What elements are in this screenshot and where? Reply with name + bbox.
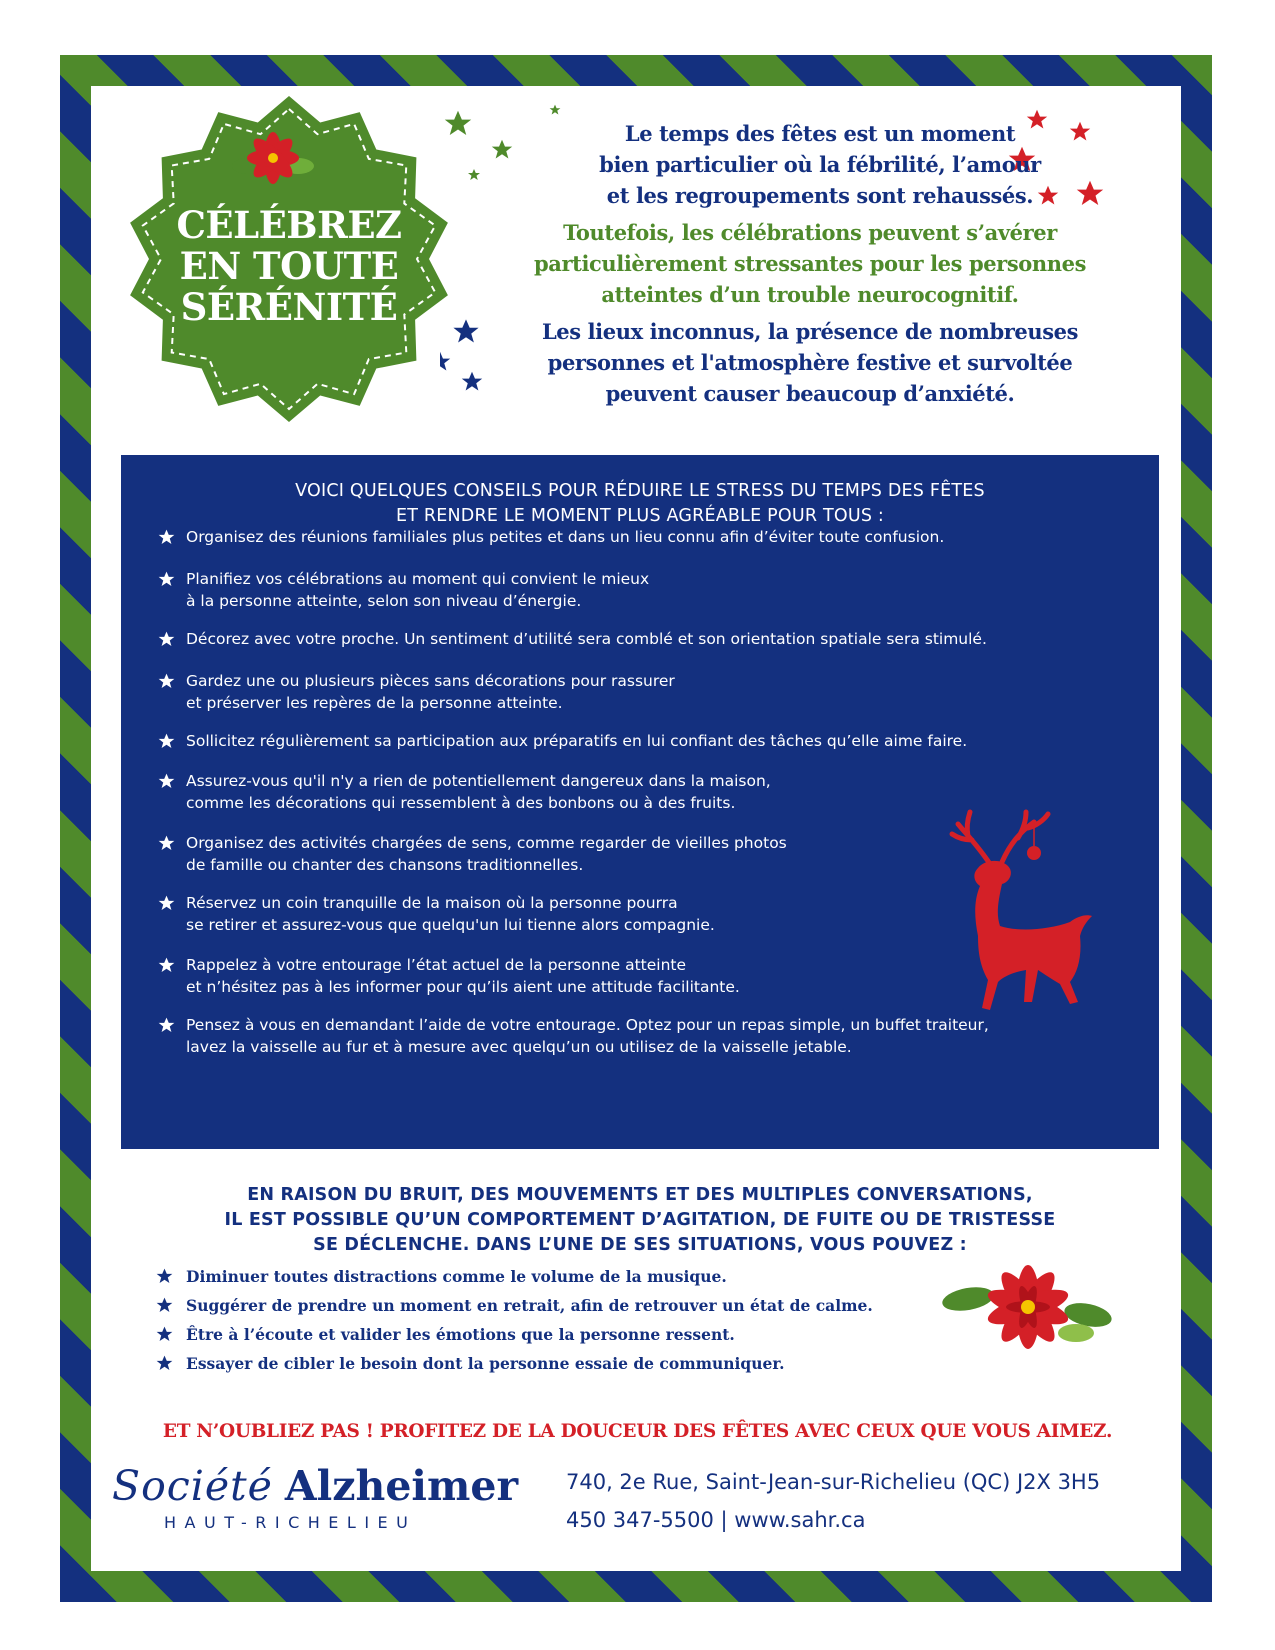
tips-heading: VOICI QUELQUES CONSEILS POUR RÉDUIRE LE STRESS DU TEMPS DES FÊTES ET RENDRE LE MOMENT PLUS AGRÉABLE POUR TOUS : (295, 481, 985, 526)
tip-text: Planifiez vos célébrations au moment qui convient le mieux à la personne atteinte, selon son niveau d’énergie. (186, 570, 650, 610)
intro-paragraph-2: Toutefois, les célébrations peuvent s’avérer particulièrement stressantes pour les personnes atteintes d’un trouble neurocognitif. (533, 220, 1086, 307)
poinsettia-icon (228, 122, 318, 194)
star-icon (158, 571, 175, 588)
badge-title: CÉLÉBREZ EN TOUTE SÉRÉNITÉ (176, 203, 402, 329)
star-icon (158, 957, 175, 974)
star-icon (468, 169, 480, 180)
tip-text: Organisez des activités chargées de sens, comme regarder de vieilles photos de famille ou chanter des chansons traditionnelles. (186, 834, 787, 874)
reindeer-icon (938, 806, 1103, 1016)
action-text: Être à l’écoute et valider les émotions que la personne ressent. (186, 1325, 735, 1344)
star-icon (158, 835, 175, 852)
logo-word-alzheimer: Alzheimer (284, 1462, 519, 1510)
star-icon (453, 319, 478, 342)
tip-text: Pensez à vous en demandant l’aide de votre entourage. Optez pour un repas simple, un buffet traiteur, lavez la vaisselle au fur et à mesure avec quelqu’un ou utilisez de la vaisselle jetable. (186, 1016, 989, 1056)
action-text: Diminuer toutes distractions comme le volume de la musique. (186, 1267, 727, 1286)
star-icon (440, 352, 450, 371)
tip-text: Assurez-vous qu'il n'y a rien de potentiellement dangereux dans la maison, comme les décorations qui ressemblent à des bonbons ou à des fruits. (186, 772, 771, 812)
intro-paragraph-1: Le temps des fêtes est un moment bien particulier où la fébrilité, l’amour et les regroupements sont rehaussés. (599, 121, 1041, 208)
star-icon (156, 1355, 173, 1372)
star-icon (156, 1297, 173, 1314)
poinsettia-icon (938, 1237, 1120, 1397)
action-text: Suggérer de prendre un moment en retrait, afin de retrouver un état de calme. (186, 1296, 873, 1315)
star-icon (156, 1268, 173, 1285)
star-icon (158, 1017, 175, 1034)
behaviour-heading: EN RAISON DU BRUIT, DES MOUVEMENTS ET DES MULTIPLES CONVERSATIONS, IL EST POSSIBLE QU’UN COMPORTEMENT D’AGITATION, DE FUITE OU DE TRISTESSE SE DÉCLENCHE. DANS L’UNE DE SES SITUATIONS, VOUS POUVEZ : (224, 1185, 1056, 1255)
tip-text: Réservez un coin tranquille de la maison où la personne pourra se retirer et assurez-vous que quelqu'un lui tienne alors compagnie. (186, 894, 715, 934)
tip-text: Sollicitez régulièrement sa participation aux préparatifs en lui confiant des tâches qu’elle aime faire. (186, 732, 968, 750)
tip-text: Organisez des réunions familiales plus petites et dans un lieu connu afin d’éviter toute confusion. (186, 528, 945, 546)
star-icon (492, 140, 512, 159)
logo-word-societe: Société (112, 1462, 273, 1510)
organization-logo (112, 1462, 518, 1510)
tip-text: Décorez avec votre proche. Un sentiment d’utilité sera comblé et son orientation spatiale sera stimulé. (186, 630, 987, 648)
intro-paragraph-3: Les lieux inconnus, la présence de nombreuses personnes et l'atmosphère festive et survoltée peuvent causer beaucoup d’anxiété. (541, 319, 1079, 406)
star-icon (445, 111, 471, 135)
star-icon (156, 1326, 173, 1343)
tip-text: Rappelez à votre entourage l’état actuel de la personne atteinte et n’hésitez pas à les informer pour qu’ils aient une attitude facilitante. (186, 956, 740, 996)
star-icon (158, 733, 175, 750)
star-icon (158, 673, 175, 690)
logo-subtitle: HAUT-RICHELIEU (164, 1513, 417, 1532)
star-icon (550, 105, 561, 115)
tip-text: Gardez une ou plusieurs pièces sans décorations pour rassurer et préserver les repères de la personne atteinte. (186, 672, 675, 712)
contact-address: 740, 2e Rue, Saint-Jean-sur-Richelieu (QC) J2X 3H5 (566, 1470, 1101, 1494)
star-icon (158, 529, 175, 546)
star-icon (462, 372, 482, 391)
star-icon (158, 631, 175, 648)
contact-phone-web: 450 347-5500 | www.sahr.ca (566, 1508, 866, 1532)
star-icon (158, 895, 175, 912)
closing-message: ET N’OUBLIEZ PAS ! PROFITEZ DE LA DOUCEUR DES FÊTES AVEC CEUX QUE VOUS AIMEZ. (162, 1421, 1113, 1442)
star-icon (158, 773, 175, 790)
action-text: Essayer de cibler le besoin dont la personne essaie de communiquer. (186, 1354, 785, 1373)
